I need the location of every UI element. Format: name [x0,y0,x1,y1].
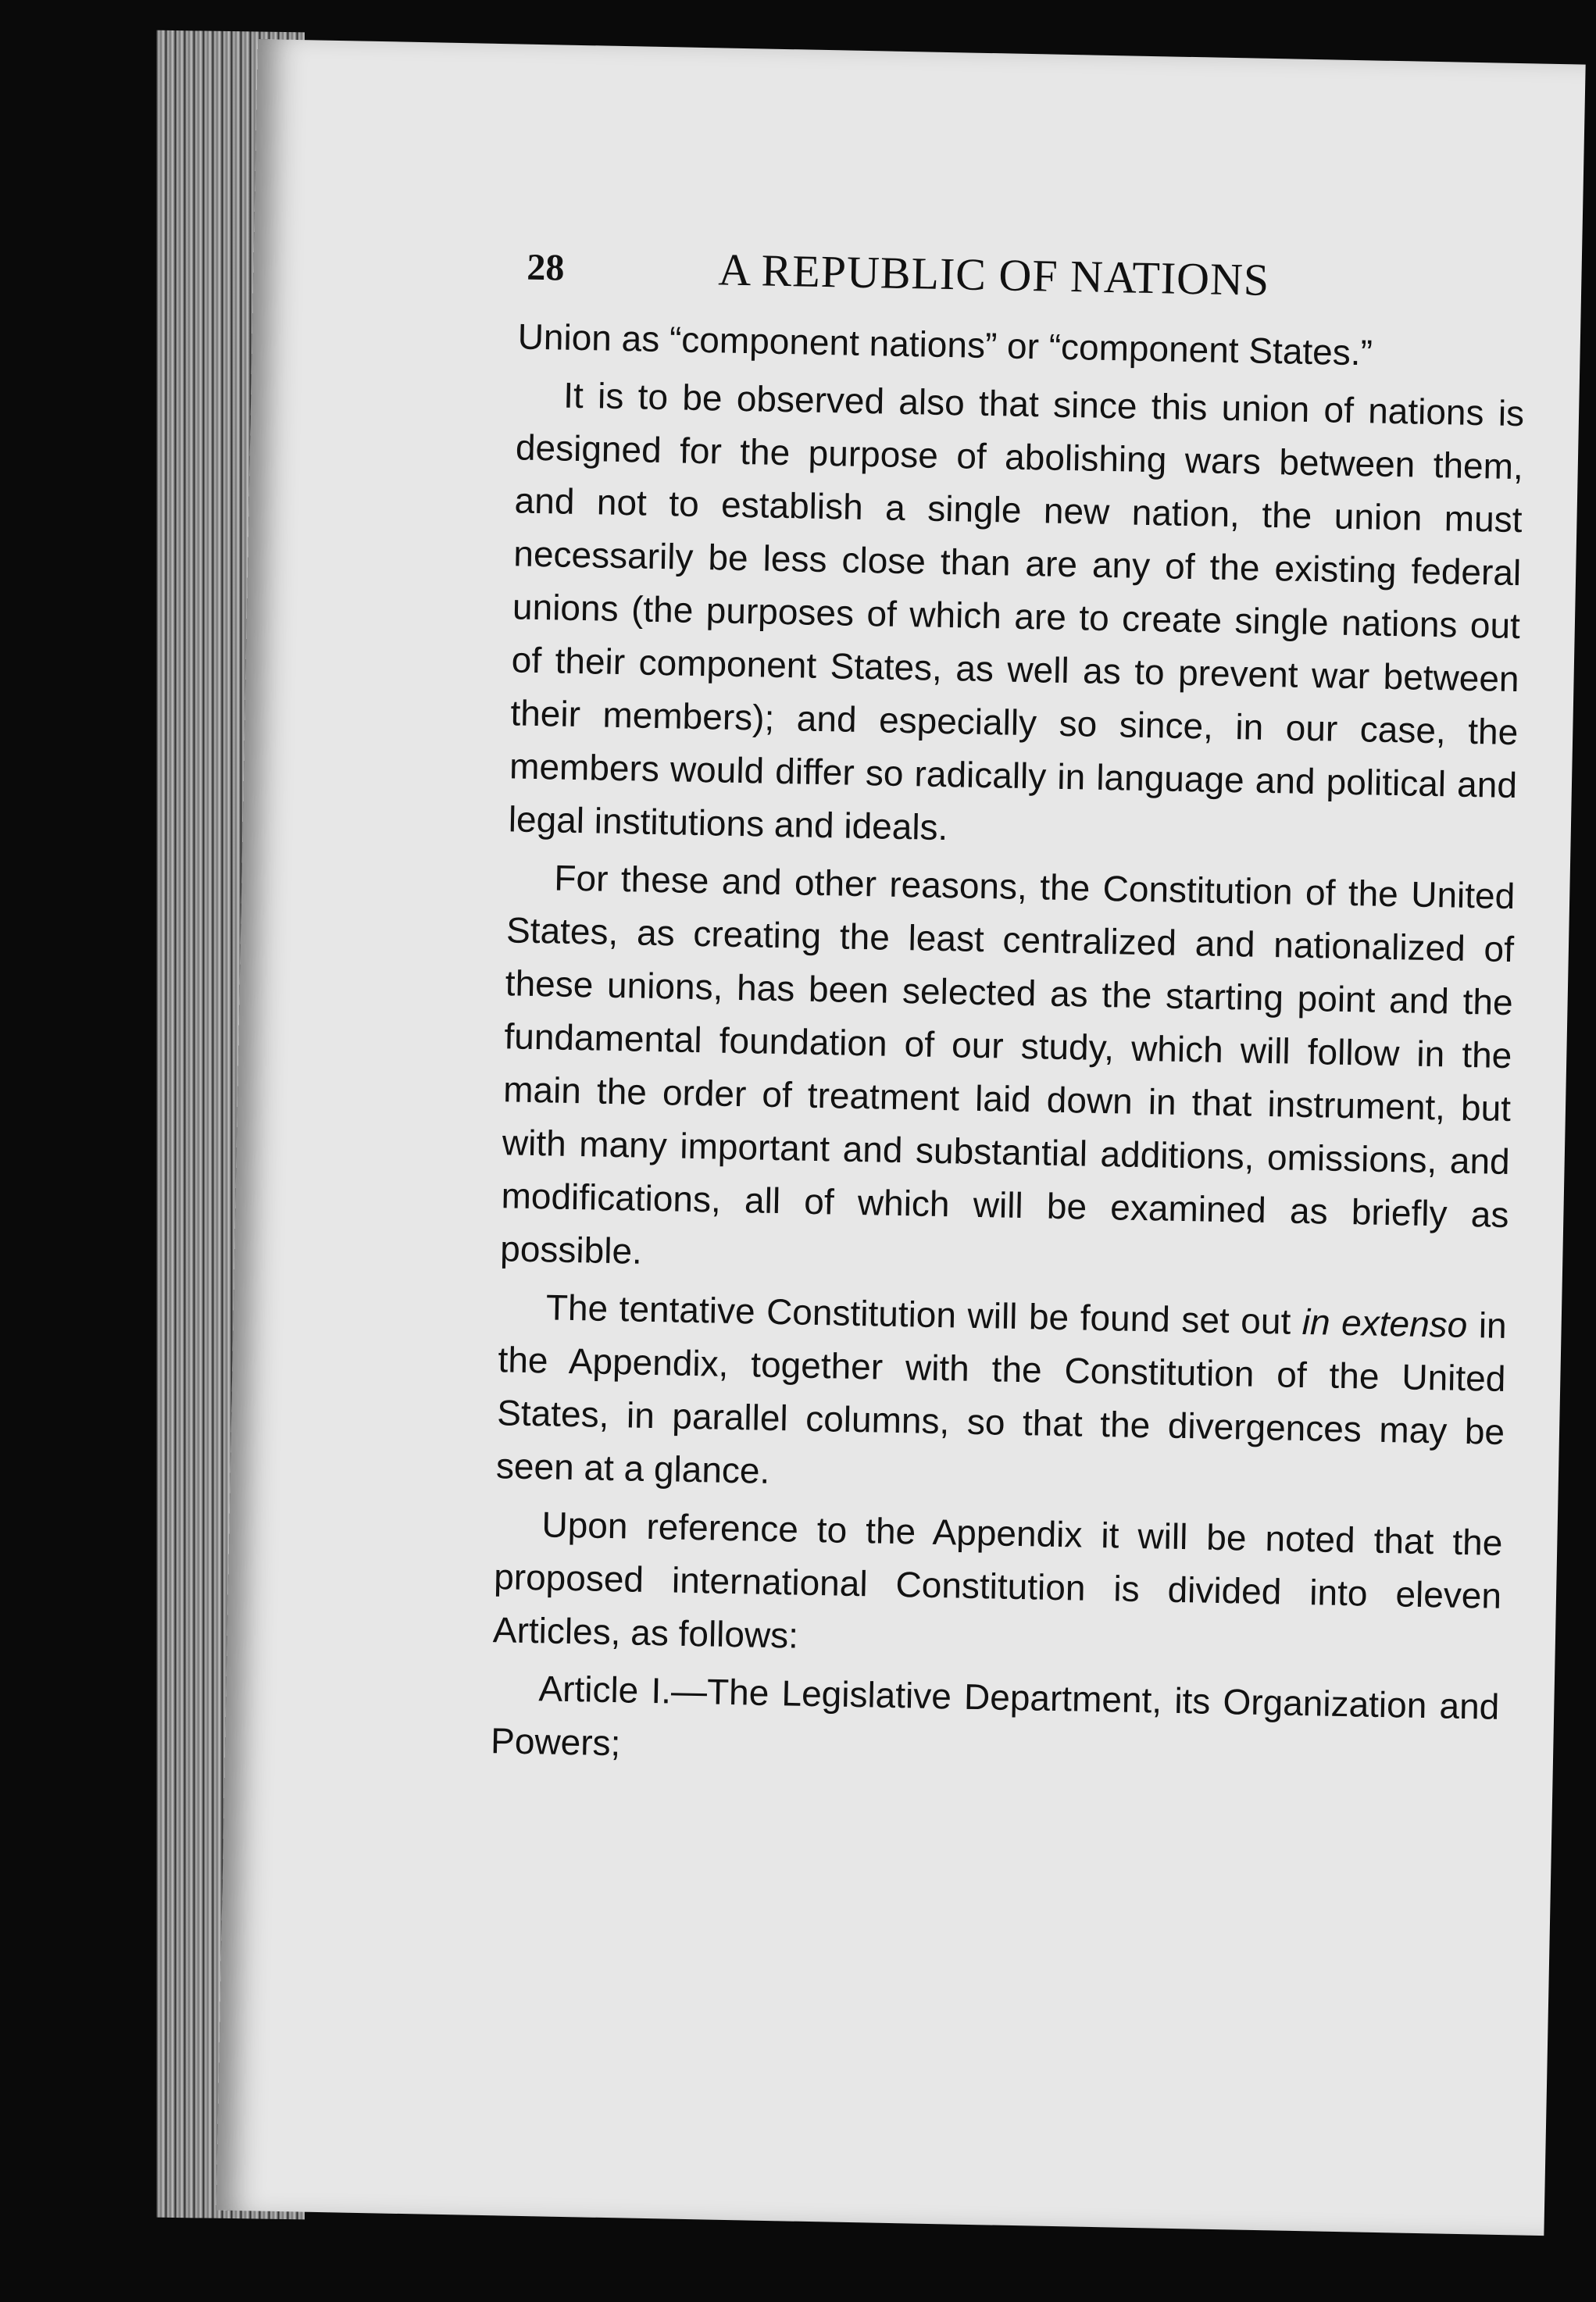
paragraph: For these and other reasons, the Constitution of the United States, as creating the least centralized and nationalized of these unions, has been selected as the starting point and the fundamental foundation of our study, which will follow in the main the order of treatment laid down in that instrument, but with many important and substantial additions, omissions, and modifications, all of which will be examined as briefly as possible. [499,857,1516,1272]
paragraph [495,1279,1507,1511]
paragraph: Upon reference to the Appendix it will be noted that the proposed international Constitution is divided into eleven Articles, as follows: [492,1504,1503,1656]
body-text [490,309,1526,1790]
page-number: 28 [526,246,565,289]
running-head: A REPUBLIC OF NATIONS [717,244,1270,305]
page-header [527,240,1582,323]
paragraph-continuation: Union as “component nations” or “component States.” [517,316,1373,373]
paragraph: It is to be observed also that since this union of nations is designed for the purpose of abolishing wars between them, and not to establish a single new nation, the union must necessarily be less close than are any of the existing federal unions (the purposes of which are to create single nations out of their component States, as well as to prevent war between their members); and especially so since, in our case, the members would differ so radically in language and political and legal institutions and ideals. [508,374,1525,848]
paragraph-text: The tentative Constitution will be found set out [545,1287,1303,1342]
article-list-item: Article I.—The Legislative Department, its Organization and Powers; [490,1668,1500,1764]
book-page [216,39,1586,2236]
italic-phrase: in extenso [1301,1301,1468,1346]
paragraph-text: in the Appendix, together with the Constitution of the United States, in parallel columns, so that the divergences may be seen at a glance. [495,1304,1508,1491]
